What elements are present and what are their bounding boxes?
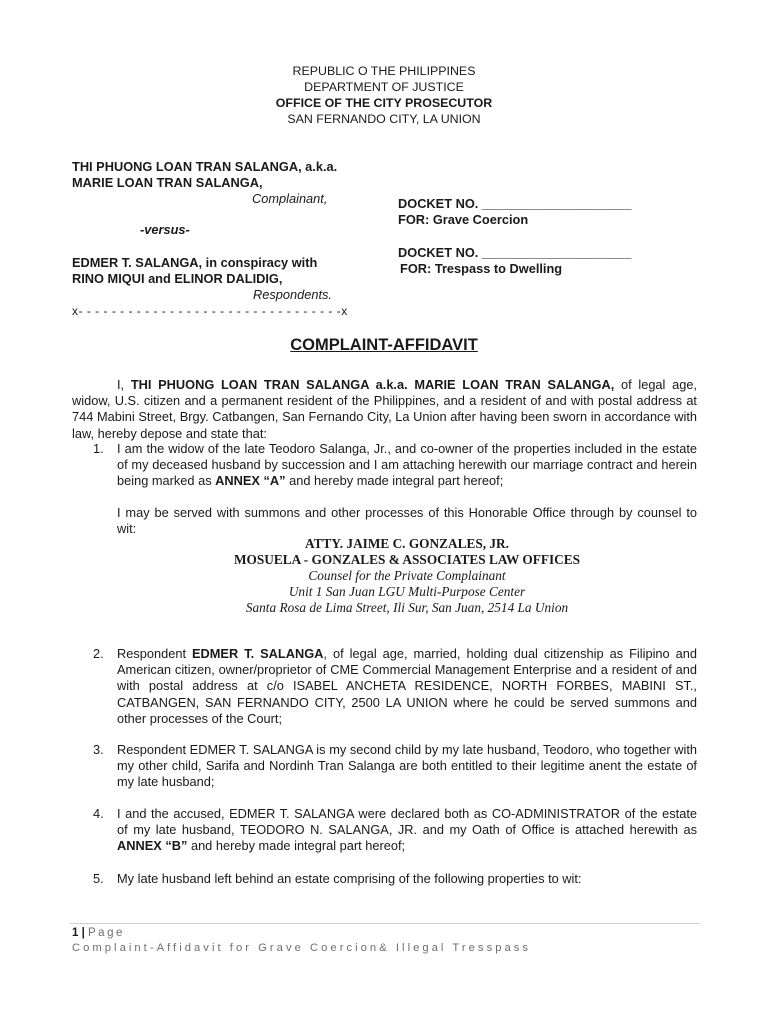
respondent-name-line2: RINO MIQUI and ELINOR DALIDIG, xyxy=(72,271,283,286)
list-item-3-number: 3. xyxy=(93,742,104,757)
page-number-separator: | xyxy=(78,927,89,939)
respondent-name-line1: EDMER T. SALANGA, in conspiracy with xyxy=(72,255,318,270)
list-item-5 xyxy=(93,871,697,887)
list-item-2 xyxy=(93,646,697,727)
list-item-3-text: Respondent EDMER T. SALANGA is my second child by my late husband, Teodoro, who together with my other child, Sarifa and Nordinh Tran Salanga are both entitled to their legitime anent the estate of my late husband; xyxy=(117,742,697,790)
header-line-department: DEPARTMENT OF JUSTICE xyxy=(304,80,464,94)
docket-offense-2: FOR: Trespass to Dwelling xyxy=(400,261,563,276)
list-item-4 xyxy=(93,806,697,855)
counsel-role: Counsel for the Private Complainant xyxy=(308,568,506,583)
list-item-4-pre: I and the accused, EDMER T. SALANGA were declared both as CO-ADMINISTRATOR of the estate of my late husband, TEODORO N. SALANGA, JR. and my Oath of Office is attached herewith as xyxy=(117,806,697,838)
header-line-office: OFFICE OF THE CITY PROSECUTOR xyxy=(275,96,493,110)
docket-number-1: DOCKET NO. _____________________ xyxy=(398,196,632,211)
list-item-1-number: 1. xyxy=(93,441,104,456)
versus-label: -versus- xyxy=(140,222,190,237)
respondent-name-bold: EDMER T. SALANGA xyxy=(192,646,324,661)
document-title: COMPLAINT-AFFIDAVIT xyxy=(290,336,478,354)
counsel-name: ATTY. JAIME C. GONZALES, JR. xyxy=(305,536,509,551)
list-item-1-pre: I am the widow of the late Teodoro Salanga, Jr., and co-owner of the properties included in the estate of my deceased husband by succession and I am attaching herewith our marriage contract and herein being marked as xyxy=(117,441,697,489)
footer-divider xyxy=(70,923,700,924)
page-number-value: 1 xyxy=(72,927,79,939)
complainant-name-line2: MARIE LOAN TRAN SALANGA, xyxy=(72,175,263,190)
counsel-address-line2: Santa Rosa de Lima Street, Ili Sur, San Juan, 2514 La Union xyxy=(245,600,569,615)
annex-b-label: ANNEX “B” xyxy=(117,838,188,854)
list-item-4-number: 4. xyxy=(93,806,104,821)
list-item-2-pre: Respondent xyxy=(117,646,192,661)
page-number xyxy=(72,926,125,940)
docket-number-2: DOCKET NO. _____________________ xyxy=(398,245,632,260)
list-item-4-post: and hereby made integral part hereof; xyxy=(187,838,406,854)
counsel-address-line1: Unit 1 San Juan LGU Multi-Purpose Center xyxy=(288,584,526,599)
intro-paragraph xyxy=(72,377,697,442)
caption-separator: x- - - - - - - - - - - - - - - - - - - - - - - - - - - - - - - -x xyxy=(72,304,348,318)
service-paragraph: I may be served with summons and other processes of this Honorable Office through by counsel to wit: xyxy=(117,505,697,537)
list-item-1 xyxy=(93,441,697,490)
docket-offense-1: FOR: Grave Coercion xyxy=(398,212,529,227)
list-item-2-number: 2. xyxy=(93,646,104,661)
list-item-5-text: My late husband left behind an estate comprising of the following properties to wit: xyxy=(117,871,582,886)
list-item-2-post: , of legal age, married, holding dual citizenship as Filipino and American citizen, owner/proprietor of CME Commercial Management Enterprise and a resident of and with postal address at c/o ISABEL ANCHETA RESIDENCE, NORTH FORBES, MABINI ST., CATBANGEN, SAN FERNANDO CITY, 2500 LA UNION where he could be served summons and other processes of the Court; xyxy=(117,646,697,726)
affiant-name: THI PHUONG LOAN TRAN SALANGA a.k.a. MARIE LOAN TRAN SALANGA, xyxy=(130,377,615,392)
header-line-city: SAN FERNANDO CITY, LA UNION xyxy=(287,112,481,126)
intro-pre: I, xyxy=(117,377,131,392)
footer-subtitle: Complaint-Affidavit for Grave Coercion& Illegal Tresspass xyxy=(72,942,532,954)
law-firm-name: MOSUELA - GONZALES & ASSOCIATES LAW OFFICES xyxy=(233,552,581,567)
intro-rest: of legal age, widow, U.S. citizen and a permanent resident of the Philippines, and a resident of and with postal address at 744 Mabini Street, Brgy. Catbangen, San Fernando City, La Union after having been sworn in accordance with law, hereby depose and state that: xyxy=(72,377,697,441)
annex-a-label: ANNEX “A” xyxy=(215,473,286,489)
respondent-role: Respondents. xyxy=(253,287,332,302)
complainant-role: Complainant, xyxy=(252,191,328,206)
header-line-republic: REPUBLIC O THE PHILIPPINES xyxy=(292,64,476,78)
page-word: Page xyxy=(88,927,125,939)
complainant-name-line1: THI PHUONG LOAN TRAN SALANGA, a.k.a. xyxy=(72,159,338,174)
list-item-3 xyxy=(93,742,697,791)
list-item-1-post: and hereby made integral part hereof; xyxy=(285,473,504,489)
list-item-5-number: 5. xyxy=(93,871,104,886)
